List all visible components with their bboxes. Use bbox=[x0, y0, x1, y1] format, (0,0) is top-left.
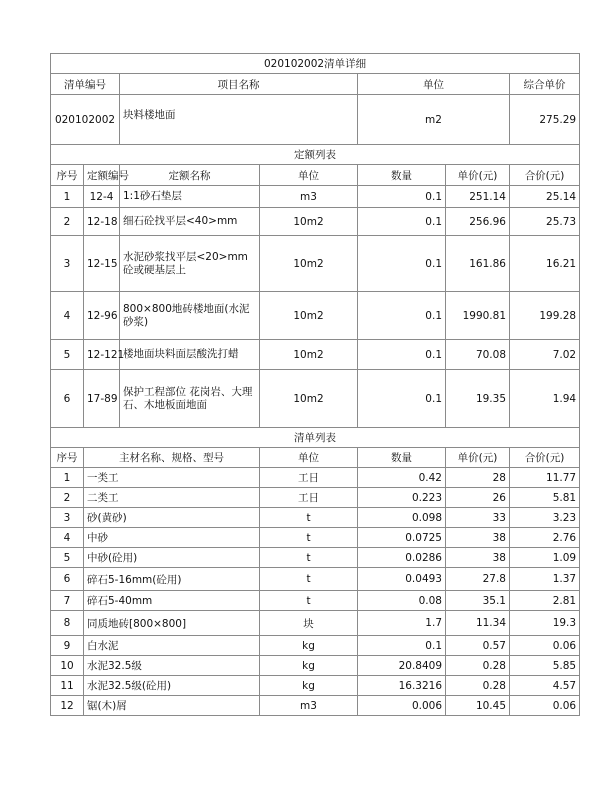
material-row bbox=[51, 568, 580, 591]
material-qty: 20.8409 bbox=[358, 656, 446, 676]
quota-no: 6 bbox=[51, 370, 84, 428]
material-unit: kg bbox=[260, 656, 358, 676]
quota-row bbox=[51, 208, 580, 236]
quota-qty: 0.1 bbox=[358, 292, 446, 340]
quota-price: 1990.81 bbox=[446, 292, 510, 340]
quota-name: 水泥砂浆找平层<20>mm 砼或硬基层上 bbox=[120, 236, 260, 292]
material-no: 10 bbox=[51, 656, 84, 676]
materials-header-total: 合价(元) bbox=[510, 448, 580, 468]
header-code: 清单编号 bbox=[51, 74, 120, 95]
material-name: 水泥32.5级 bbox=[84, 656, 260, 676]
quota-total: 199.28 bbox=[510, 292, 580, 340]
material-price: 33 bbox=[446, 508, 510, 528]
header-price: 综合单价 bbox=[510, 74, 580, 95]
quota-total: 25.73 bbox=[510, 208, 580, 236]
quota-code: 17-89 bbox=[84, 370, 120, 428]
material-row bbox=[51, 656, 580, 676]
material-qty: 0.098 bbox=[358, 508, 446, 528]
quota-qty: 0.1 bbox=[358, 236, 446, 292]
material-price: 11.34 bbox=[446, 611, 510, 636]
quota-unit: 10m2 bbox=[260, 236, 358, 292]
material-qty: 0.223 bbox=[358, 488, 446, 508]
material-price: 38 bbox=[446, 528, 510, 548]
quota-row bbox=[51, 370, 580, 428]
quota-code: 12-18 bbox=[84, 208, 120, 236]
quota-qty: 0.1 bbox=[358, 370, 446, 428]
quota-unit: 10m2 bbox=[260, 370, 358, 428]
material-qty: 0.1 bbox=[358, 636, 446, 656]
material-no: 11 bbox=[51, 676, 84, 696]
quota-total: 25.14 bbox=[510, 186, 580, 208]
material-name: 一类工 bbox=[84, 468, 260, 488]
quota-row bbox=[51, 236, 580, 292]
materials-header-price: 单价(元) bbox=[446, 448, 510, 468]
material-price: 38 bbox=[446, 548, 510, 568]
quota-header-code: 定额编号 bbox=[84, 165, 120, 186]
item-name: 块料楼地面 bbox=[120, 95, 358, 145]
material-row bbox=[51, 468, 580, 488]
quota-code: 12-15 bbox=[84, 236, 120, 292]
material-unit: t bbox=[260, 568, 358, 591]
material-row bbox=[51, 488, 580, 508]
quota-header-name: 定额名称 bbox=[120, 165, 260, 186]
quota-code: 12-4 bbox=[84, 186, 120, 208]
material-unit: m3 bbox=[260, 696, 358, 716]
material-total: 2.81 bbox=[510, 591, 580, 611]
quota-section-title: 定额列表 bbox=[51, 145, 580, 165]
material-qty: 0.08 bbox=[358, 591, 446, 611]
quota-total: 1.94 bbox=[510, 370, 580, 428]
material-price: 35.1 bbox=[446, 591, 510, 611]
material-unit: t bbox=[260, 548, 358, 568]
page-title: 020102002清单详细 bbox=[51, 54, 580, 74]
material-row bbox=[51, 508, 580, 528]
quota-header-no: 序号 bbox=[51, 165, 84, 186]
material-qty: 0.42 bbox=[358, 468, 446, 488]
quota-no: 4 bbox=[51, 292, 84, 340]
material-qty: 0.0725 bbox=[358, 528, 446, 548]
quota-qty: 0.1 bbox=[358, 340, 446, 370]
quota-unit: 10m2 bbox=[260, 340, 358, 370]
material-no: 6 bbox=[51, 568, 84, 591]
material-no: 12 bbox=[51, 696, 84, 716]
quota-row bbox=[51, 292, 580, 340]
material-row bbox=[51, 591, 580, 611]
material-total: 5.85 bbox=[510, 656, 580, 676]
material-unit: t bbox=[260, 508, 358, 528]
quota-unit: 10m2 bbox=[260, 292, 358, 340]
material-price: 26 bbox=[446, 488, 510, 508]
material-price: 0.28 bbox=[446, 656, 510, 676]
material-unit: 块 bbox=[260, 611, 358, 636]
material-name: 中砂(砼用) bbox=[84, 548, 260, 568]
materials-header-no: 序号 bbox=[51, 448, 84, 468]
material-price: 27.8 bbox=[446, 568, 510, 591]
material-qty: 16.3216 bbox=[358, 676, 446, 696]
quota-no: 5 bbox=[51, 340, 84, 370]
item-unit: m2 bbox=[358, 95, 510, 145]
quota-unit: m3 bbox=[260, 186, 358, 208]
quota-row bbox=[51, 340, 580, 370]
quota-header-total: 合价(元) bbox=[510, 165, 580, 186]
material-unit: 工日 bbox=[260, 468, 358, 488]
quota-no: 2 bbox=[51, 208, 84, 236]
material-qty: 0.0286 bbox=[358, 548, 446, 568]
material-total: 2.76 bbox=[510, 528, 580, 548]
quota-name: 细石砼找平层<40>mm bbox=[120, 208, 260, 236]
quota-name: 800×800地砖楼地面(水泥砂浆) bbox=[120, 292, 260, 340]
material-no: 9 bbox=[51, 636, 84, 656]
material-total: 1.09 bbox=[510, 548, 580, 568]
material-row bbox=[51, 611, 580, 636]
materials-section-title: 清单列表 bbox=[51, 428, 580, 448]
quota-code: 12-96 bbox=[84, 292, 120, 340]
material-unit: t bbox=[260, 591, 358, 611]
quota-code: 12-121 bbox=[84, 340, 120, 370]
quota-name: 楼地面块料面层酸洗打蜡 bbox=[120, 340, 260, 370]
material-name: 中砂 bbox=[84, 528, 260, 548]
header-name: 项目名称 bbox=[120, 74, 358, 95]
material-unit: 工日 bbox=[260, 488, 358, 508]
material-row bbox=[51, 528, 580, 548]
material-name: 白水泥 bbox=[84, 636, 260, 656]
material-name: 二类工 bbox=[84, 488, 260, 508]
quota-total: 16.21 bbox=[510, 236, 580, 292]
quota-name: 1:1砂石垫层 bbox=[120, 186, 260, 208]
quota-unit: 10m2 bbox=[260, 208, 358, 236]
material-no: 7 bbox=[51, 591, 84, 611]
materials-header-name: 主材名称、规格、型号 bbox=[84, 448, 260, 468]
material-name: 水泥32.5级(砼用) bbox=[84, 676, 260, 696]
quota-header-qty: 数量 bbox=[358, 165, 446, 186]
material-unit: kg bbox=[260, 676, 358, 696]
quota-qty: 0.1 bbox=[358, 186, 446, 208]
quota-header-unit: 单位 bbox=[260, 165, 358, 186]
material-no: 2 bbox=[51, 488, 84, 508]
quota-no: 3 bbox=[51, 236, 84, 292]
material-qty: 1.7 bbox=[358, 611, 446, 636]
quota-price: 251.14 bbox=[446, 186, 510, 208]
material-total: 0.06 bbox=[510, 696, 580, 716]
quota-qty: 0.1 bbox=[358, 208, 446, 236]
materials-header-unit: 单位 bbox=[260, 448, 358, 468]
material-no: 5 bbox=[51, 548, 84, 568]
material-price: 0.57 bbox=[446, 636, 510, 656]
material-name: 碎石5-16mm(砼用) bbox=[84, 568, 260, 591]
material-row bbox=[51, 548, 580, 568]
material-no: 4 bbox=[51, 528, 84, 548]
material-name: 锯(木)屑 bbox=[84, 696, 260, 716]
header-unit: 单位 bbox=[358, 74, 510, 95]
detail-table bbox=[50, 53, 580, 716]
quota-price: 256.96 bbox=[446, 208, 510, 236]
material-total: 1.37 bbox=[510, 568, 580, 591]
quota-price: 161.86 bbox=[446, 236, 510, 292]
quota-price: 19.35 bbox=[446, 370, 510, 428]
quota-header-price: 单价(元) bbox=[446, 165, 510, 186]
item-code: 020102002 bbox=[51, 95, 120, 145]
material-total: 3.23 bbox=[510, 508, 580, 528]
material-row bbox=[51, 676, 580, 696]
item-price: 275.29 bbox=[510, 95, 580, 145]
material-total: 19.3 bbox=[510, 611, 580, 636]
material-price: 10.45 bbox=[446, 696, 510, 716]
material-price: 0.28 bbox=[446, 676, 510, 696]
material-row bbox=[51, 636, 580, 656]
material-name: 同质地砖[800×800] bbox=[84, 611, 260, 636]
material-unit: kg bbox=[260, 636, 358, 656]
material-unit: t bbox=[260, 528, 358, 548]
material-price: 28 bbox=[446, 468, 510, 488]
material-no: 8 bbox=[51, 611, 84, 636]
material-name: 砂(黄砂) bbox=[84, 508, 260, 528]
material-qty: 0.006 bbox=[358, 696, 446, 716]
material-total: 0.06 bbox=[510, 636, 580, 656]
material-qty: 0.0493 bbox=[358, 568, 446, 591]
quota-row bbox=[51, 186, 580, 208]
material-total: 5.81 bbox=[510, 488, 580, 508]
material-no: 3 bbox=[51, 508, 84, 528]
quota-name: 保护工程部位 花岗岩、大理石、木地板面地面 bbox=[120, 370, 260, 428]
material-no: 1 bbox=[51, 468, 84, 488]
quota-no: 1 bbox=[51, 186, 84, 208]
material-row bbox=[51, 696, 580, 716]
material-name: 碎石5-40mm bbox=[84, 591, 260, 611]
material-total: 4.57 bbox=[510, 676, 580, 696]
quota-price: 70.08 bbox=[446, 340, 510, 370]
material-total: 11.77 bbox=[510, 468, 580, 488]
materials-header-qty: 数量 bbox=[358, 448, 446, 468]
quota-total: 7.02 bbox=[510, 340, 580, 370]
